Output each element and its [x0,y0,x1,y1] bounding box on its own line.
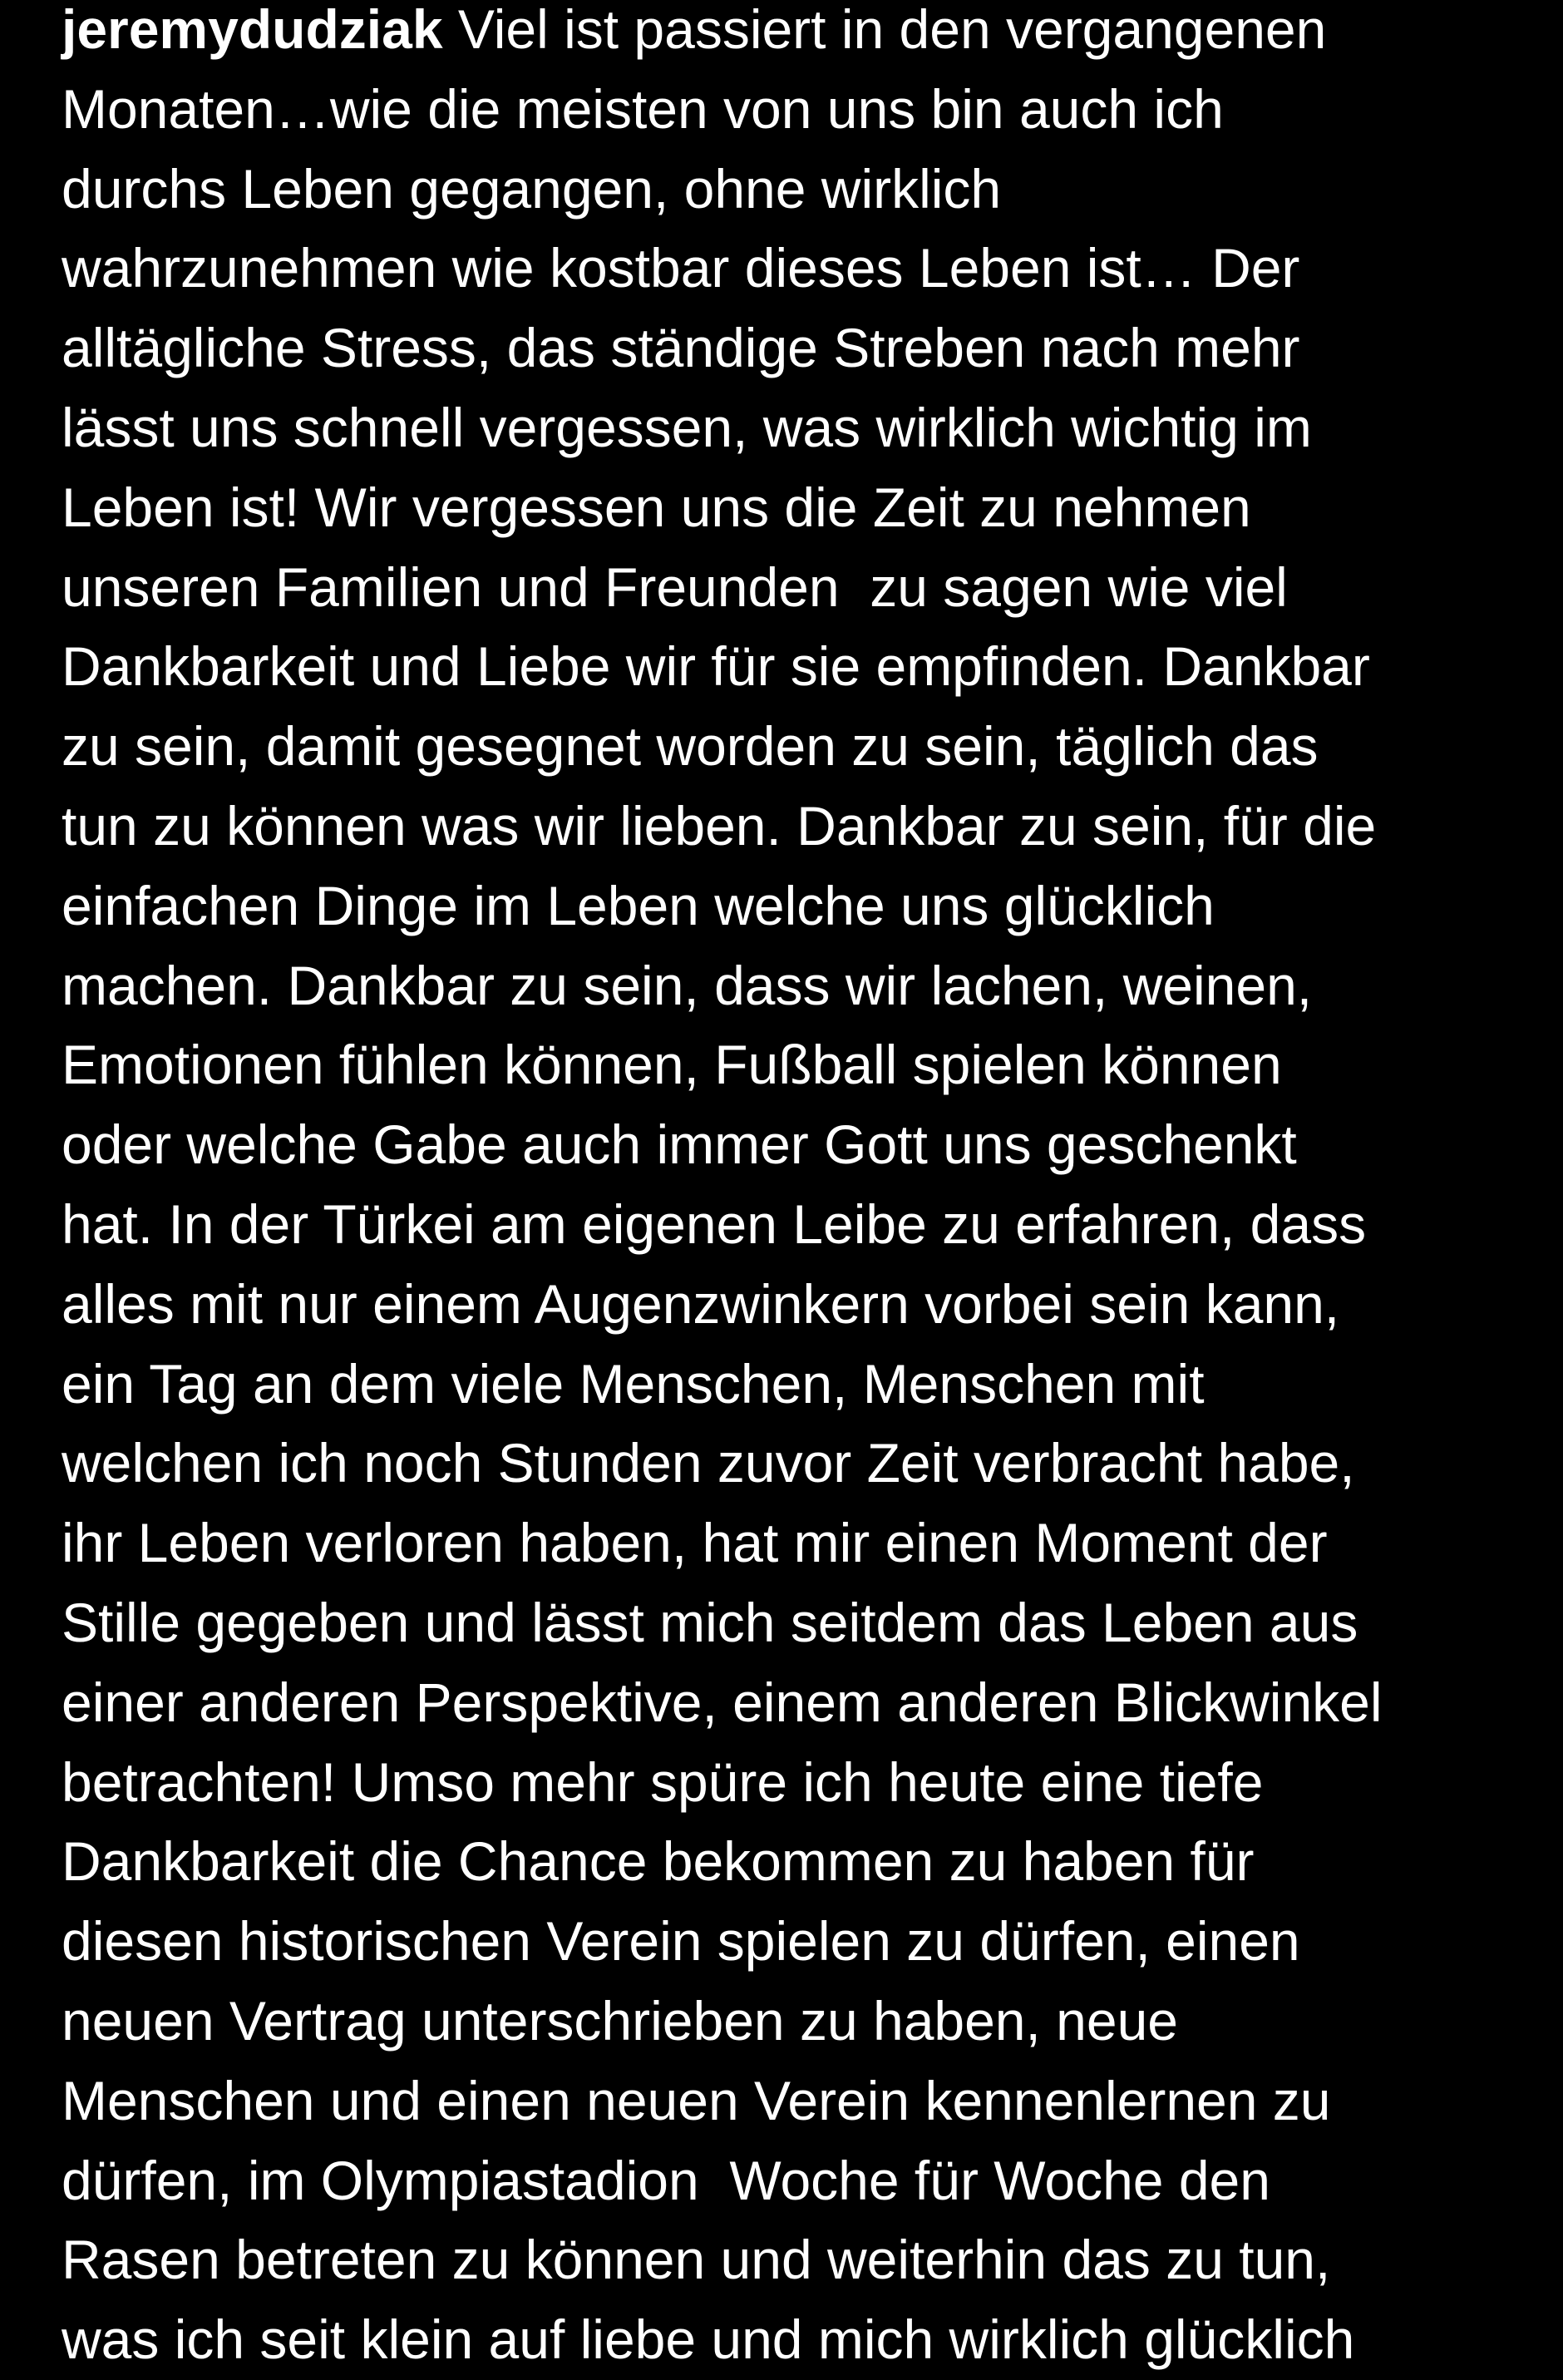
caption-line: lässt uns schnell vergessen, was wirklich wichtig im [62,396,1312,458]
caption-line: Dankbarkeit die Chance bekommen zu haben für [62,1830,1255,1893]
caption-line: tun zu können was wir lieben. Dankbar zu sein, für die [62,794,1377,857]
caption-line: durchs Leben gegangen, ohne wirklich [62,157,1002,220]
caption-text: Viel ist passiert in den vergangenen [442,0,1327,60]
caption-line: alles mit nur einem Augenzwinkern vorbei sein kann, [62,1272,1340,1335]
caption-line: einfachen Dinge im Leben welche uns glücklich [62,874,1215,936]
caption-line: machen. Dankbar zu sein, dass wir lachen, weinen, [62,954,1313,1016]
caption-line: Leben ist! Wir vergessen uns die Zeit zu nehmen [62,476,1251,538]
post-caption [62,0,1558,2380]
caption-line: diesen historischen Verein spielen zu dürfen, einen [62,1910,1300,1973]
caption-line: ein Tag an dem viele Menschen, Menschen mit [62,1352,1205,1415]
caption-line: Menschen und einen neuen Verein kennenlernen zu [62,2069,1331,2131]
caption-line: alltägliche Stress, das ständige Streben nach mehr [62,317,1300,379]
caption-line: einer anderen Perspektive, einem anderen Blickwinkel [62,1671,1383,1733]
caption-line: Emotionen fühlen können, Fußball spielen können [62,1034,1282,1096]
caption-line: betrachten! Umso mehr spüre ich heute eine tiefe [62,1750,1264,1813]
caption-line: ihr Leben verloren haben, hat mir einen Moment der [62,1512,1328,1574]
caption-line: unseren Familien und Freunden zu sagen wie viel [62,555,1288,618]
caption-line: was ich seit klein auf liebe und mich wirklich glücklich [62,2308,1355,2371]
caption-line: neuen Vertrag unterschrieben zu haben, neue [62,1989,1179,2052]
caption-line: Monaten…wie die meisten von uns bin auch ich [62,77,1224,140]
caption-line: oder welche Gabe auch immer Gott uns geschenkt [62,1113,1297,1176]
caption-line: Rasen betreten zu können und weiterhin das zu tun, [62,2229,1331,2291]
caption-line: Stille gegeben und lässt mich seitdem das Leben aus [62,1591,1358,1653]
caption-line: dürfen, im Olympiastadion Woche für Woche den [62,2149,1270,2211]
caption-line: welchen ich noch Stunden zuvor Zeit verbracht habe, [62,1432,1355,1494]
caption-line: Dankbarkeit und Liebe wir für sie empfinden. Dankbar [62,635,1370,698]
caption-line: wahrzunehmen wie kostbar dieses Leben ist… Der [62,237,1300,299]
username-link[interactable]: jeremydudziak [62,0,443,60]
caption-line: hat. In der Türkei am eigenen Leibe zu erfahren, dass [62,1192,1367,1255]
caption-line: zu sein, damit gesegnet worden zu sein, täglich das [62,715,1319,778]
caption-line [62,0,1558,70]
